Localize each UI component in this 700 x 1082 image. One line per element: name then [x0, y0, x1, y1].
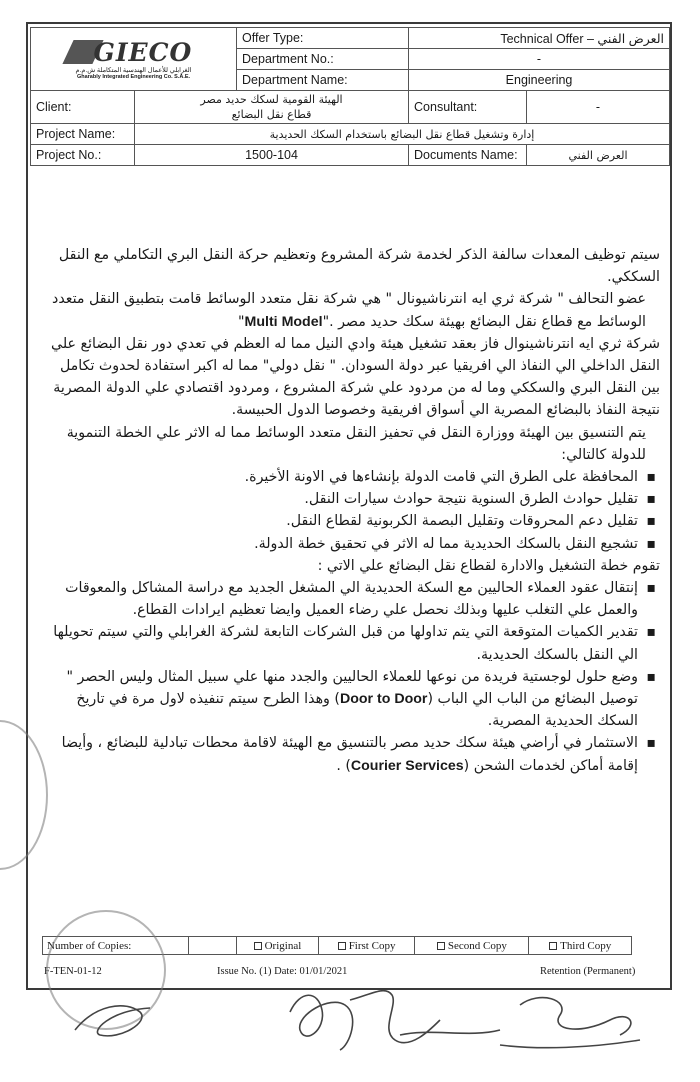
project-no-value: 1500-104: [135, 145, 409, 166]
department-no-value: -: [409, 49, 670, 70]
department-no-label: Department No.:: [237, 49, 409, 70]
copy-first: First Copy: [318, 937, 414, 955]
copy-original: Original: [237, 937, 319, 955]
multi-model-term: Multi Model: [244, 313, 323, 330]
client-line-1: الهيئة القومية لسكك حديد مصر: [200, 93, 343, 106]
documents-name-label: Documents Name:: [409, 145, 527, 166]
project-no-label: Project No.:: [31, 145, 135, 166]
paragraph-coordination: يتم التنسيق بين الهيئة ووزارة النقل في تحفيز النقل متعدد الوسائط مما له الاثر علي الخطة التنموية للدولة كالتالي:: [66, 424, 646, 463]
courier-services-term: Courier Services: [350, 757, 464, 774]
consultant-value: -: [527, 91, 670, 124]
list-item: ▪ الاستثمار في أراضي هيئة سكك حديد مصر بالتنسيق مع الهيئة لاقامة محطات تبادلية للبضائع ، وأيضا إقامة أماكن لخدمات الشحن (Courier Services) .: [48, 732, 660, 776]
form-number: F-TEN-01-12: [44, 966, 102, 977]
paragraph-three-a: شركة ثري ايه انترناشينوال فاز بعقد تشغيل هيئة وادي النيل مما له العظم في تعدي دور نقل البضائع علي النقل الداخلي الي النفاذ الي افريقيا عبر دولة السودان. " نقل دولي" مما له اكبر استفادة لحدوث تكامل بين النقل البري والسككي وما له من مردود علي شركة المشروع ، ومردود اقتصادي علي الدولة المصرية نتيجة النفاذ بالبضائع المصرية الي أسواق افريقية وخصوصا الدول الحبيسة.: [51, 335, 660, 419]
door-to-door-term: Door to Door: [339, 691, 428, 708]
list-item: ▪ وضع حلول لوجستية فريدة من نوعها للعملاء الحاليين والجدد منها علي سبيل المثال وليس الحصر " توصيل البضائع من الباب الي الباب (Door to Door) وهذا الطرح سيتم تنفيذه لاول مرة في تاريخ السكك الحديدية المصرية.: [48, 666, 660, 733]
project-name-value: إدارة وتشغيل قطاع نقل البضائع باستخدام السكك الحديدية: [135, 124, 670, 145]
offer-type-label: Offer Type:: [237, 28, 409, 49]
list-item: ▪ تشجيع النقل بالسكك الحديدية مما له الاثر في تحقيق خطة الدولة.: [48, 533, 660, 555]
list-item: ▪ تقليل حوادث الطرق السنوية نتيجة حوادث سيارات النقل.: [48, 488, 660, 510]
offer-type-value: Technical Offer – العرض الفني: [409, 28, 670, 49]
department-name-value: Engineering: [409, 70, 670, 91]
paragraph-plan: تقوم خطة التشغيل والادارة لقطاع نقل البضائع علي الاتي :: [317, 557, 660, 574]
logo-wordmark: GIECO: [93, 38, 193, 67]
client-line-2: قطاع نقل البضائع: [231, 108, 312, 121]
documents-name-value: العرض الفني: [527, 145, 670, 166]
copies-label: Number of Copies:: [43, 937, 189, 955]
list-item: ▪ تقدير الكميات المتوقعة التي يتم تداولها من قبل الشركات التابعة لشركة الغرابلي والتي سيتم تحويلها الي النقل بالسكك الحديدية.: [48, 621, 660, 665]
copy-third: Third Copy: [529, 937, 632, 955]
department-name-label: Department Name:: [237, 70, 409, 91]
logo-english-name: Gharably Integrated Engineering Co. S.A.E.: [76, 74, 191, 80]
consultant-label: Consultant:: [409, 91, 527, 124]
logo-arabic-name: الغرابلي للأعمال الهندسية المتكاملة ش.م.م: [75, 67, 192, 74]
client-label: Client:: [31, 91, 135, 124]
paragraph-alliance: عضو التحالف " شركة ثري ايه انترناشيونال " هي شركة نقل متعدد الوسائط قامت بتطبيق النقل متعدد الوسائط مع قطاع نقل البضائع بهيئة سكك حديد مصر ."Multi Model": [52, 291, 646, 330]
issue-info: Issue No. (1) Date: 01/01/2021: [217, 966, 348, 977]
copy-second: Second Copy: [415, 937, 529, 955]
list-item: ▪ تقليل دعم المحروقات وتقليل البصمة الكربونية لقطاع النقل.: [48, 510, 660, 532]
retention-info: Retention (Permanent): [540, 966, 636, 977]
list-item: ▪ المحافظة على الطرق التي قامت الدولة بإنشاءها في الاونة الأخيرة.: [48, 466, 660, 488]
project-name-label: Project Name:: [31, 124, 135, 145]
paragraph-equipment: سيتم توظيف المعدات سالفة الذكر لخدمة شركة المشروع وتعظيم حركة النقل البري التكاملي مع النقل السككي.: [58, 247, 660, 286]
list-item: ▪ إنتقال عقود العملاء الحاليين مع السكة الحديدية الي المشغل الجديد مع دراسة المشاكل والمعوقات والعمل علي التغلب عليها وبذلك نحصل علي رضاء العميل وايضا تعظيم ايرادات القطاع.: [48, 577, 660, 621]
